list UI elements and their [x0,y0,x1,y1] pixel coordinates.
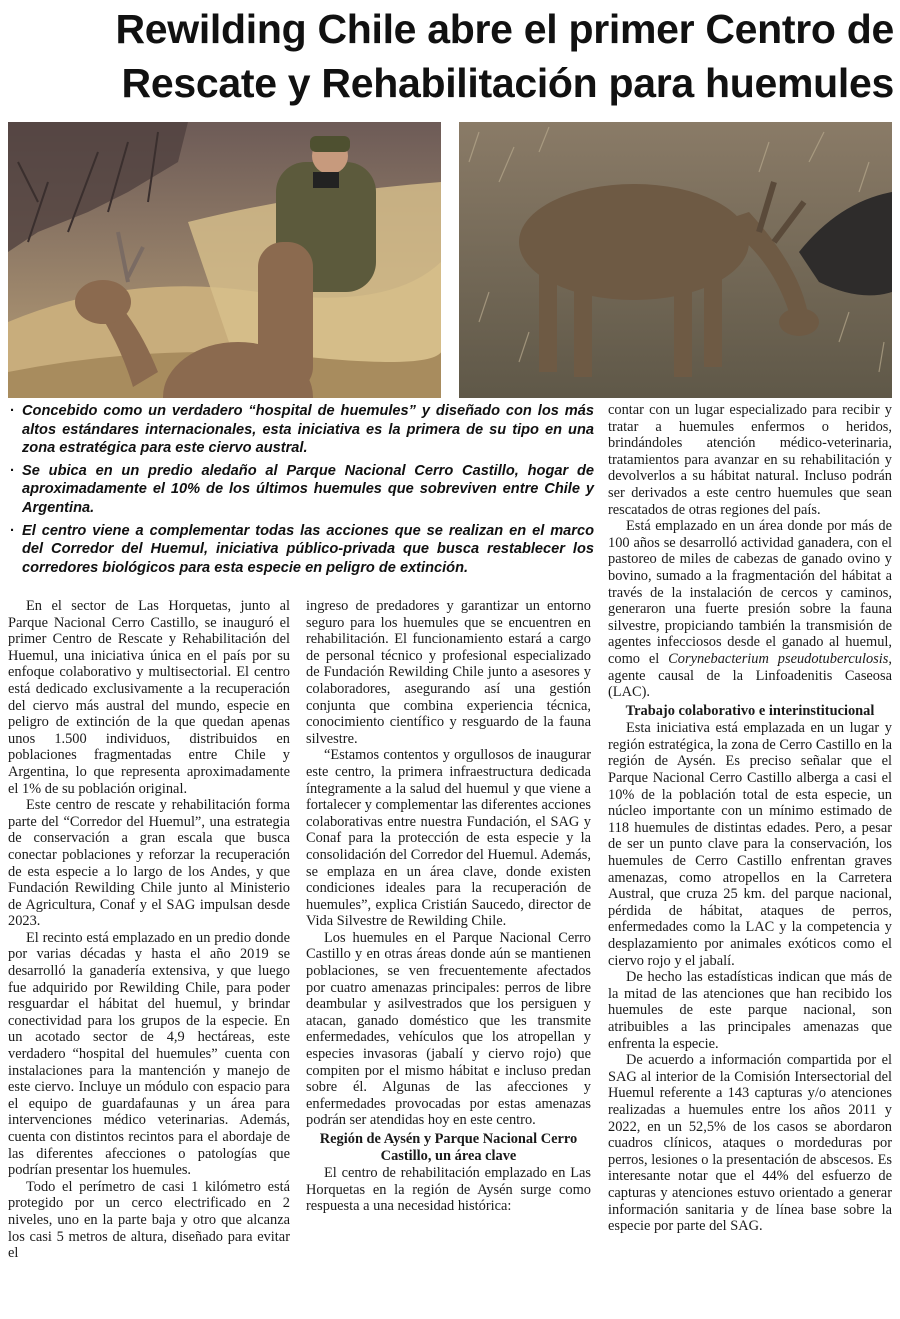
body-column-3 [608,402,892,1235]
paragraph: De hecho las estadísticas indican que más de la mitad de las atenciones que han recibido los huemules de este parque nacional, son atribuibles a las principales amenazas que enfrenta la especie. [608,969,892,1052]
species-name: Corynebacterium pseudotuberculosis [668,650,889,667]
paragraph [608,518,892,701]
summary-bullet: · Concebido como un verdadero “hospital de huemules” y diseñado con los más altos estándares internacionales, esta iniciativa es la primera de su tipo en una zona estratégica para este ciervo austral. [8,402,594,458]
paragraph: El centro de rehabilitación emplazado en Las Horquetas en la región de Aysén surge como respuesta a una necesidad histórica: [306,1165,591,1215]
paragraph: El recinto está emplazado en un predio donde por varias décadas y hasta el año 2019 se desarrolló la ganadería extensiva, y que luego fue adquirido por Rewilding Chile, para poder resguardar el hábitat del huemul, y brindar conectividad para los grupos de la especie. En un acotado sector de 4,9 hectáreas, este verdadero “hospital del huemules” cuenta con instalaciones para la mantención y manejo de este ciervo. Incluye un módulo con espacio para el equipo de guardafaunas y un área para intervenciones médico veterinarias. Además, cuenta con distintos recintos para el abordaje de las diferentes afecciones o patologías que podrían presentar los huemules. [8,929,290,1179]
article-headline [10,2,894,110]
paragraph-text: Está emplazado en un área donde por más de 100 años se desarrolló actividad ganadera, con el pastoreo de miles de cabezas de ganado ovino y bovino, sumado a la fragmentación del hábitat a través de la instalación de cercos y caminos, generaron una fuerte presión sobre la fauna silvestre, propiciando también la transmisión de agentes infecciosos desde el ganado al huemul, como el [608,518,892,667]
paragraph: “Estamos contentos y orgullosos de inaugurar este centro, la primera infraestructura dedicada íntegramente a la salud del huemul y que viene a fortalecer y complementar las diferentes acciones colaborativas entre nuestra Fundación, el SAG y Conaf para la protección de esta especie y la consolidación del Corredor del Huemul. Además, se emplaza en un área clave, donde existen condiciones ideales para la recuperación de huemules”, explica Cristián Saucedo, director de Vida Silvestre de Rewilding Chile. [306,747,591,930]
subheading-trabajo: Trabajo colaborativo e interinstitucional [625,702,875,719]
photo-huemul-grazing [459,122,892,398]
subheading-region: Región de Aysén y Parque Nacional Cerro Castillo, un área clave [319,1131,578,1164]
headline-line-2: Rescate y Rehabilitación para huemules [121,60,894,106]
headline-line-1: Rewilding Chile abre el primer Centro de [115,6,894,52]
summary-bullet: · El centro viene a complementar todas las acciones que se realizan en el marco del Corredor del Huemul, iniciativa público-privada que busca restablecer los corredores biológicos para esta especie en peligro de extinción. [8,522,594,578]
summary-bullet: · Se ubica en un predio aledaño al Parque Nacional Cerro Castillo, hogar de aproximadamente el 10% de los últimos huemules que sobreviven entre Chile y Argentina. [8,462,594,518]
paragraph: Los huemules en el Parque Nacional Cerro Castillo y en otras áreas donde aún se mantienen poblaciones, se ven frecuentemente afectados por cuatro amenazas principales: perros de libre deambular y asilvestrados que los persiguen y atacan, ganado doméstico que les transmite enfermedades, vehículos que los atropellan y especies invasoras (jabalí y ciervo rojo) que compiten por el mismo hábitat e incluso predan sobre él. Algunas de las afecciones y enfermedades provocadas por estas amenazas podrán ser atendidas hoy en este centro. [306,929,591,1129]
body-column-1 [8,598,290,1262]
body-column-2 [306,598,591,1215]
paragraph: De acuerdo a información compartida por el SAG al interior de la Comisión Intersectorial del Huemul referente a 143 capturas y/o atenciones realizadas a huemules entre los años 2011 y 2022, en un 52,5% de los casos se abordaron cuadros clínicos, ataques o mordeduras por perros, lesiones o la presentación de abscesos. Es interesante notar que el 44% del esfuerzo de capturas y atenciones estuvo orientado a generar información sanitaria y de línea base sobre la especie por parte del SAG. [608,1052,892,1235]
paragraph: Esta iniciativa está emplazada en un lugar y región estratégica, la zona de Cerro Castillo en la región de Aysén. Es preciso señalar que el Parque Nacional Cerro Castillo alberga a casi el 10% de la población total de esta especie, un núcleo importante con un mínimo estimado de 118 huemules de distintas edades. Pero, a pesar de ser un punto clave para la conservación, los huemules de Cerro Castillo enfrentan graves amenazas, como atropellos en la Carretera Austral, que cruza 25 km. del parque nacional, pérdida de hábitat, ataques de perros, enfermedades como la LAC y la competencia y desplazamiento por animales exóticos como el ciervo rojo y el jabalí. [608,720,892,969]
paragraph-text: , agente causal de la Linfoadenitis Caseosa (LAC). [608,650,892,701]
paragraph: Este centro de rescate y rehabilitación forma parte del “Corredor del Huemul”, una estrategia de conservación a gran escala que busca conectar poblaciones y reforzar la recuperación de esta especie a lo largo de los Andes, y que Fundación Rewilding Chile junto al Ministerio de Agricultura, Conaf y el SAG impulsan desde 2023. [8,797,290,930]
photo-huemul-and-photographer [8,122,441,398]
paragraph: ingreso de predadores y garantizar un entorno seguro para los huemules que se encuentren en rehabilitación. El funcionamiento estará a cargo de personal técnico y profesional especializado de Fundación Rewilding Chile junto a asesores y colaboradores, asegurando así una gestión conjunta que combina experiencia técnica, conocimiento científico y resguardo de la fauna silvestre. [306,598,591,747]
summary-bullets [8,402,594,581]
paragraph: Todo el perímetro de casi 1 kilómetro está protegido por un cerco electrificado en 2 niveles, uno en la parte baja y otro que alcanza los casi 5 metros de altura, diseñado para evitar el [8,1178,290,1262]
paragraph: En el sector de Las Horquetas, junto al Parque Nacional Cerro Castillo, se inauguró el primer Centro de Rescate y Rehabilitación del Huemul, una iniciativa única en el país por su enfoque colaborativo y multisectorial. El centro está dedicado exclusivamente a la recuperación del ciervo más austral del mundo, especie en peligro de extinción de la que quedan apenas unos 1.500 individuos, distribuidos en poblaciones fragmentadas entre Chile y Argentina, lo que representa aproximadamente el 1% de su población original. [8,598,290,797]
paragraph: contar con un lugar especializado para recibir y tratar a huemules enfermos o heridos, brindándoles atención médico-veterinaria, tratamientos para avanzar en su rehabilitación y devolverlos a su hábitat natural. Incluso podrán ser derivados a este centro huemules que sean rescatados de otras regiones del país. [608,402,892,518]
